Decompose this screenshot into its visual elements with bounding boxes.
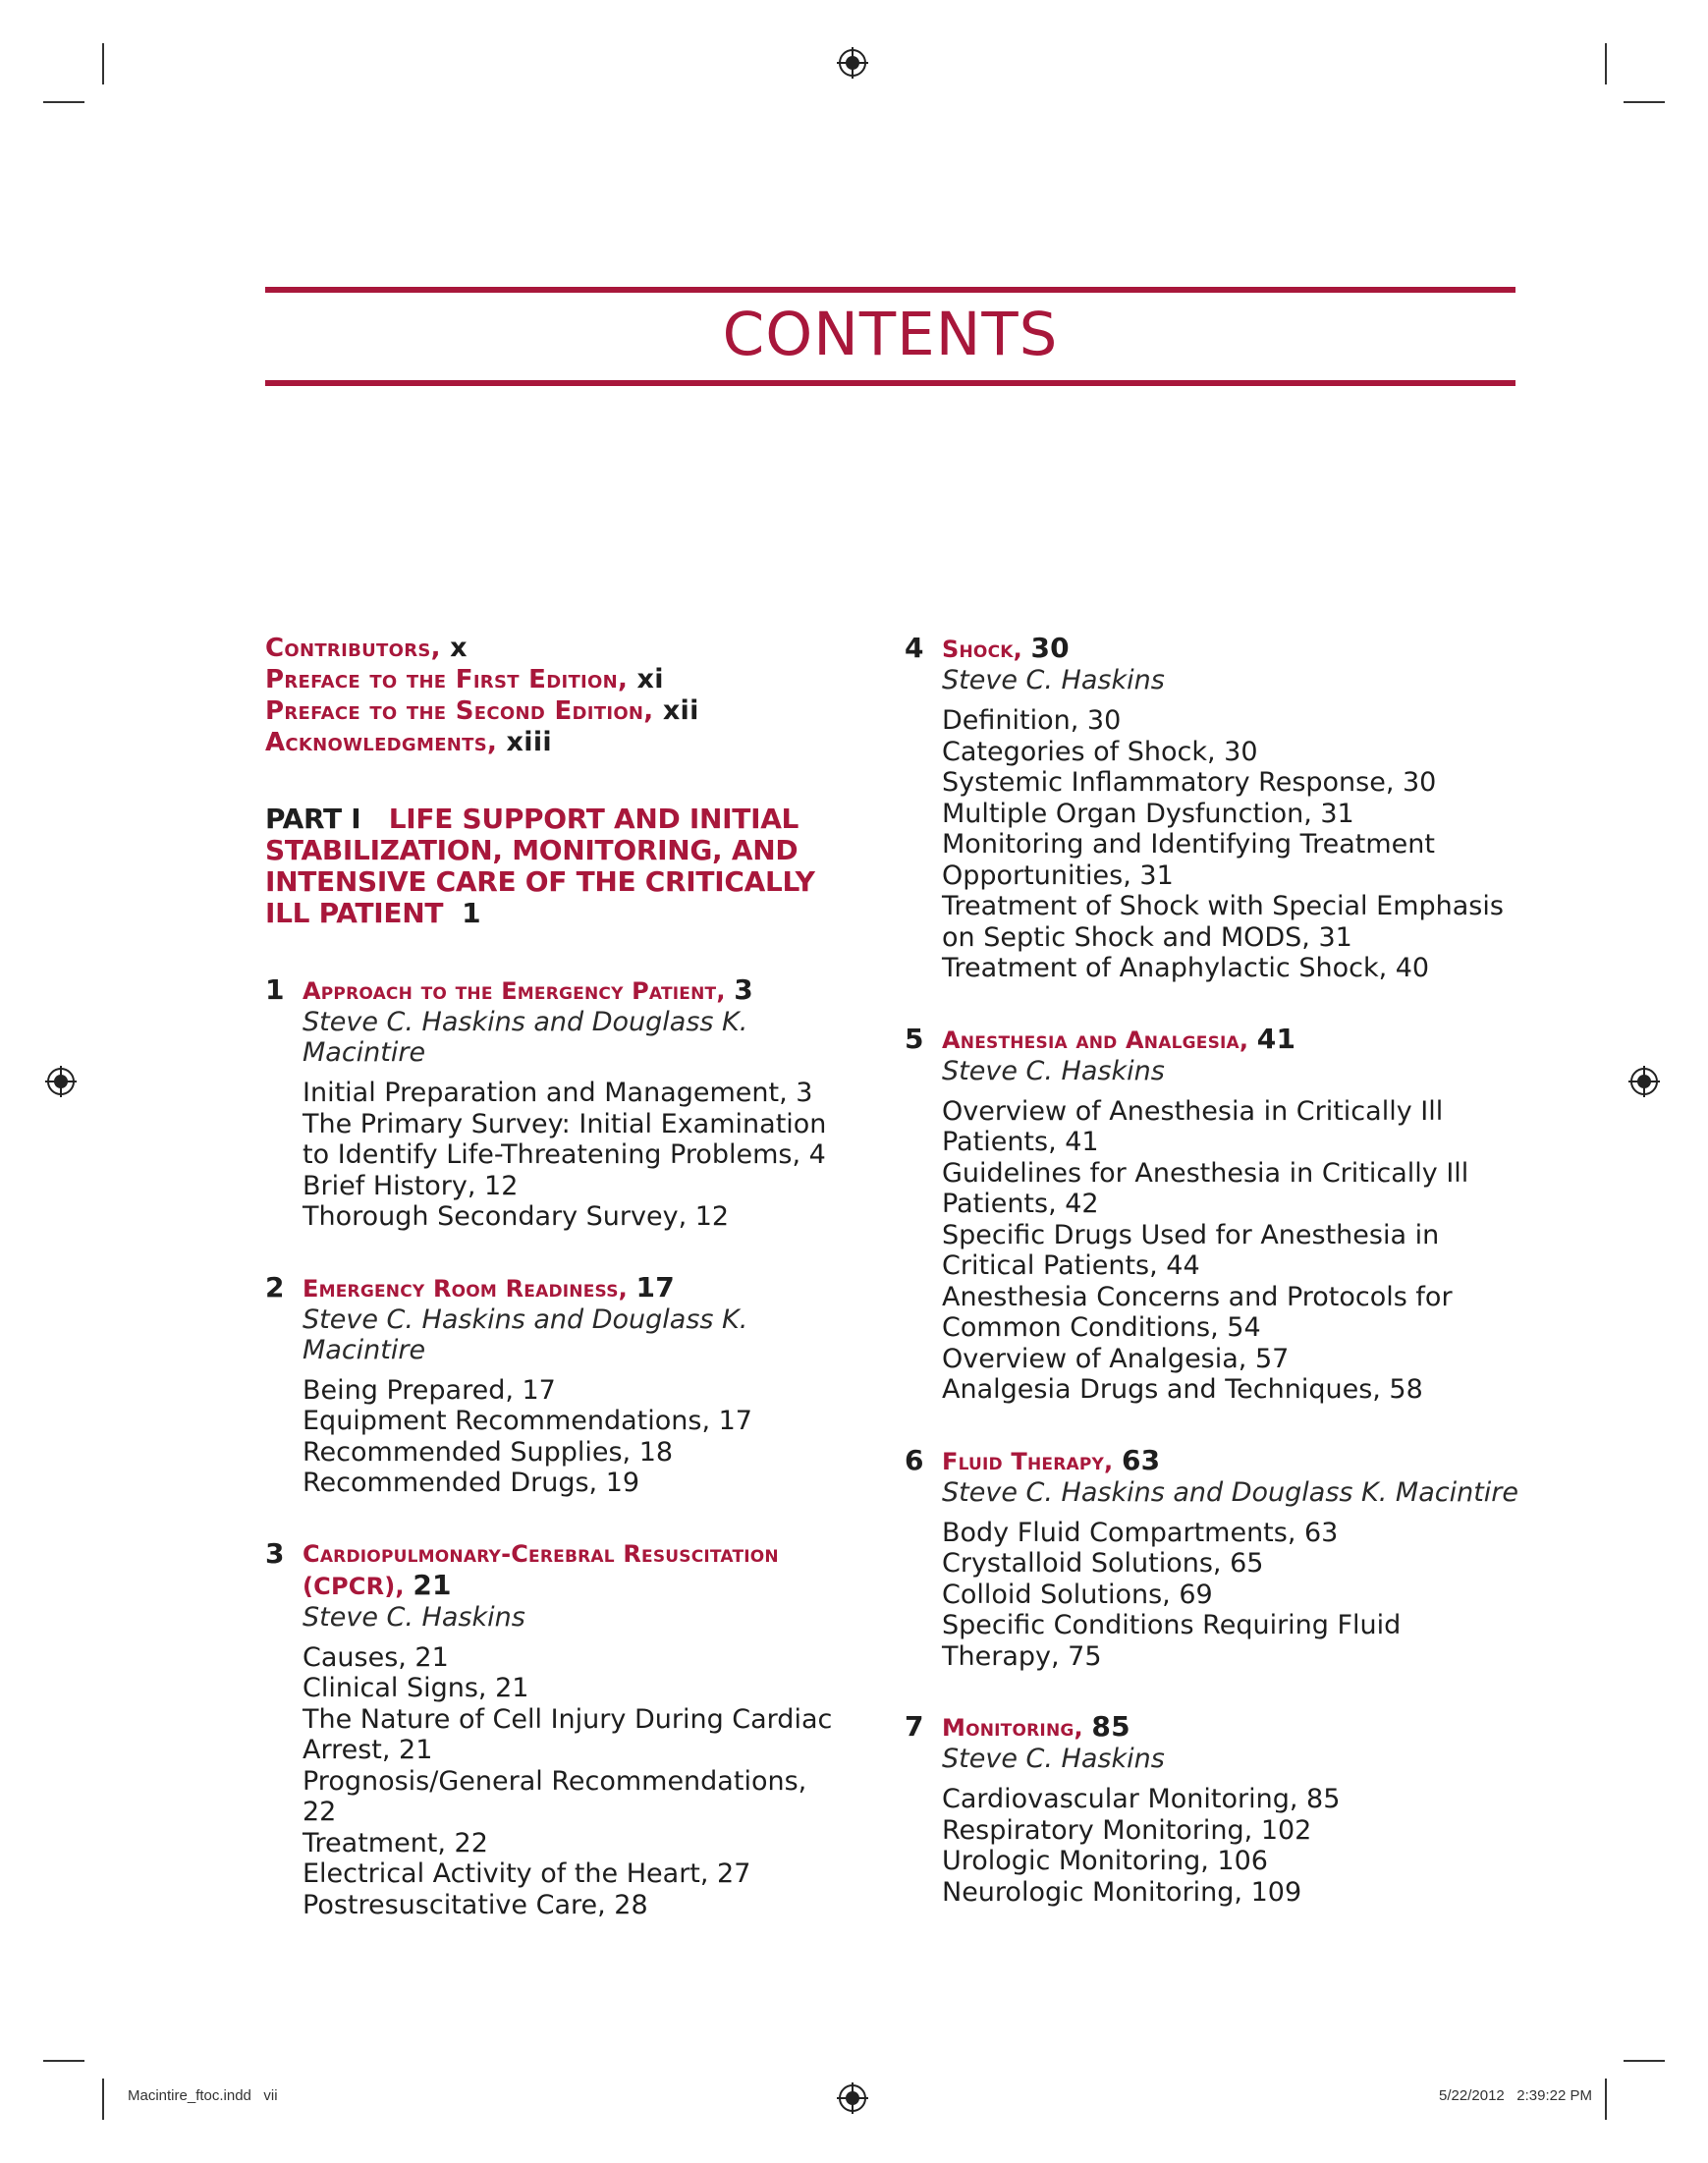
chapter-author: Steve C. Haskins: [303, 1601, 525, 1633]
chapter-entry[interactable]: 1 Approach to the Emergency Patient, 3 Steve C. Haskins and Douglass K. Macintire Initial Preparation and Management, 3 The Primary Survey: Initial Examination to Identify Life-Threatening Problems, 4 Brief History, 12 Thorough Secondary Survey, 12: [265, 974, 845, 1233]
chapter-entry[interactable]: 3 Cardiopulmonary-Cerebral Resuscitation (CPCR), 21 Steve C. Haskins Causes, 21 Clinical Signs, 21 The Nature of Cell Injury During Cardiac Arrest, 21 Prognosis/General Recommendations, 22 Treatment, 22 Electrical Activity of the Heart, 27 Postresuscitative Care, 28: [265, 1538, 845, 1921]
section-item[interactable]: Body Fluid Compartments, 63: [942, 1517, 1339, 1548]
section-item[interactable]: Being Prepared, 17: [303, 1374, 556, 1406]
crop-mark: [102, 43, 104, 84]
part-title: LIFE SUPPORT AND INITIAL STABILIZATION, MONITORING, AND INTENSIVE CARE OF THE CRITICALLY ILL PATIENT: [265, 803, 815, 929]
section-item[interactable]: Overview of Analgesia, 57: [942, 1343, 1290, 1374]
chapter-entry[interactable]: 6 Fluid Therapy, 63 Steve C. Haskins and Douglass K. Macintire Body Fluid Compartments, 63 Crystalloid Solutions, 65 Colloid Solutions, 69 Specific Conditions Requiring Fluid Therapy, 75: [905, 1443, 1519, 1672]
chapter-title: Fluid Therapy, 63: [942, 1443, 1161, 1476]
front-matter-item[interactable]: Preface to the First Edition, xi: [265, 664, 664, 694]
section-list: [942, 1784, 1518, 1908]
section-item[interactable]: Treatment of Shock with Special Emphasis on Septic Shock and MODS, 31: [942, 891, 1504, 953]
section-item[interactable]: Cardiovascular Monitoring, 85: [942, 1784, 1341, 1814]
crop-mark: [1605, 43, 1607, 84]
section-list: [942, 1096, 1518, 1406]
section-item[interactable]: Recommended Supplies, 18: [303, 1436, 674, 1468]
section-list: [942, 705, 1518, 984]
section-item[interactable]: Thorough Secondary Survey, 12: [303, 1201, 730, 1232]
registration-mark-icon: [837, 2082, 868, 2114]
section-item[interactable]: The Primary Survey: Initial Examination to Identify Life-Threatening Problems, 4: [303, 1108, 827, 1170]
front-matter-list: [265, 633, 845, 758]
section-item[interactable]: The Nature of Cell Injury During Cardiac Arrest, 21: [303, 1703, 833, 1765]
section-item[interactable]: Treatment, 22: [303, 1827, 488, 1858]
section-item[interactable]: Specific Conditions Requiring Fluid Therapy, 75: [942, 1610, 1402, 1672]
section-item[interactable]: Overview of Anesthesia in Critically Ill Patients, 41: [942, 1095, 1444, 1157]
section-item[interactable]: Prognosis/General Recommendations, 22: [303, 1765, 807, 1827]
part-label: PART I: [265, 803, 361, 835]
section-item[interactable]: Guidelines for Anesthesia in Critically Ill Patients, 42: [942, 1157, 1469, 1219]
chapter-entry[interactable]: 7 Monitoring, 85 Steve C. Haskins Cardiovascular Monitoring, 85 Respiratory Monitoring, 102 Urologic Monitoring, 106 Neurologic Monitoring, 109: [905, 1711, 1518, 1908]
section-item[interactable]: Multiple Organ Dysfunction, 31: [942, 798, 1354, 829]
section-item[interactable]: Anesthesia Concerns and Protocols for Common Conditions, 54: [942, 1281, 1453, 1343]
registration-mark-icon: [837, 47, 868, 79]
section-item[interactable]: Analgesia Drugs and Techniques, 58: [942, 1374, 1423, 1405]
section-item[interactable]: Brief History, 12: [303, 1170, 519, 1201]
right-column: [905, 633, 1518, 1908]
chapter-author: Steve C. Haskins: [942, 1055, 1165, 1086]
title-rule-bottom: [265, 380, 1515, 386]
section-item[interactable]: Recommended Drugs, 19: [303, 1468, 640, 1498]
section-list: [303, 1078, 845, 1233]
section-item[interactable]: Initial Preparation and Management, 3: [303, 1078, 813, 1108]
chapter-author: Steve C. Haskins and Douglass K. Macintire: [303, 1303, 748, 1365]
crop-mark: [1605, 2079, 1607, 2120]
chapter-title: Monitoring, 85: [942, 1710, 1130, 1743]
front-matter-item[interactable]: Acknowledgments, xiii: [265, 727, 552, 757]
section-item[interactable]: Postresuscitative Care, 28: [303, 1889, 648, 1920]
chapter-title: Anesthesia and Analgesia, 41: [942, 1022, 1296, 1055]
title-rule-top: [265, 287, 1515, 293]
chapter-author: Steve C. Haskins and Douglass K. Macintire: [303, 1007, 748, 1068]
chapter-entry[interactable]: 2 Emergency Room Readiness, 17 Steve C. Haskins and Douglass K. Macintire Being Prepared, 17 Equipment Recommendations, 17 Recommended Supplies, 18 Recommended Drugs, 19: [265, 1272, 845, 1499]
chapter-title: Shock, 30: [942, 632, 1070, 664]
registration-mark-icon: [1628, 1066, 1660, 1097]
section-item[interactable]: Respiratory Monitoring, 102: [942, 1814, 1312, 1846]
footer-date-slug: 5/22/2012 2:39:22 PM: [1439, 2087, 1592, 2104]
crop-mark: [1624, 2060, 1665, 2062]
crop-mark: [1624, 101, 1665, 103]
chapter-title: Approach to the Emergency Patient, 3: [303, 973, 753, 1006]
chapter-entry[interactable]: 5 Anesthesia and Analgesia, 41 Steve C. Haskins Overview of Anesthesia in Critically Ill Patients, 41 Guidelines for Anesthesia in Critically Ill Patients, 42 Specific Drugs Used for Anesthesia in Critical Patients, 44 Anesthesia Concerns and Protocols for Common Conditions, 54 Overview of Analgesia, 57 Analgesia Drugs and Techniques, 58: [905, 1024, 1518, 1406]
section-item[interactable]: Specific Drugs Used for Anesthesia in Critical Patients, 44: [942, 1219, 1440, 1281]
section-item[interactable]: Clinical Signs, 21: [303, 1673, 529, 1703]
section-list: [303, 1642, 845, 1921]
crop-mark: [43, 101, 84, 103]
chapter-author: Steve C. Haskins: [942, 1744, 1165, 1774]
crop-mark: [43, 2060, 84, 2062]
section-item[interactable]: Systemic Inflammatory Response, 30: [942, 767, 1437, 798]
chapter-author: Steve C. Haskins and Douglass K. Macintire: [942, 1476, 1519, 1508]
section-item[interactable]: Neurologic Monitoring, 109: [942, 1876, 1302, 1908]
chapter-entry[interactable]: 4 Shock, 30 Steve C. Haskins Definition, 30 Categories of Shock, 30 Systemic Inflammatory Response, 30 Multiple Organ Dysfunction, 31 Monitoring and Identifying Treatment Opportunities, 31 Treatment of Shock with Special Emphasis on Septic Shock and MODS, 31 Treatment of Anaphylactic Shock, 40: [905, 633, 1518, 984]
section-item[interactable]: Treatment of Anaphylactic Shock, 40: [942, 953, 1430, 983]
chapter-title: Emergency Room Readiness, 17: [303, 1270, 675, 1303]
footer-file-slug: Macintire_ftoc.indd vii: [128, 2087, 278, 2104]
section-list: [303, 1375, 845, 1499]
front-matter-item[interactable]: Contributors, x: [265, 633, 468, 663]
section-item[interactable]: Monitoring and Identifying Treatment Opportunities, 31: [942, 829, 1435, 891]
part-heading[interactable]: [265, 804, 845, 929]
section-item[interactable]: Colloid Solutions, 69: [942, 1579, 1213, 1610]
chapter-title: Cardiopulmonary-Cerebral Resuscitation (CPCR), 21: [303, 1539, 779, 1601]
section-item[interactable]: Categories of Shock, 30: [942, 736, 1258, 767]
page-title: CONTENTS: [722, 300, 1059, 369]
crop-mark: [102, 2079, 104, 2120]
section-item[interactable]: Causes, 21: [303, 1641, 449, 1673]
section-item[interactable]: Urologic Monitoring, 106: [942, 1846, 1268, 1876]
section-item[interactable]: Definition, 30: [942, 705, 1122, 736]
section-list: [942, 1518, 1518, 1673]
section-item[interactable]: Crystalloid Solutions, 65: [942, 1548, 1264, 1579]
registration-mark-icon: [45, 1066, 77, 1097]
front-matter-item[interactable]: Preface to the Second Edition, xii: [265, 695, 699, 726]
chapter-author: Steve C. Haskins: [942, 665, 1165, 695]
section-item[interactable]: Equipment Recommendations, 17: [303, 1406, 752, 1436]
part-page: 1: [462, 897, 481, 929]
left-column: [265, 633, 845, 1920]
section-item[interactable]: Electrical Activity of the Heart, 27: [303, 1858, 751, 1889]
